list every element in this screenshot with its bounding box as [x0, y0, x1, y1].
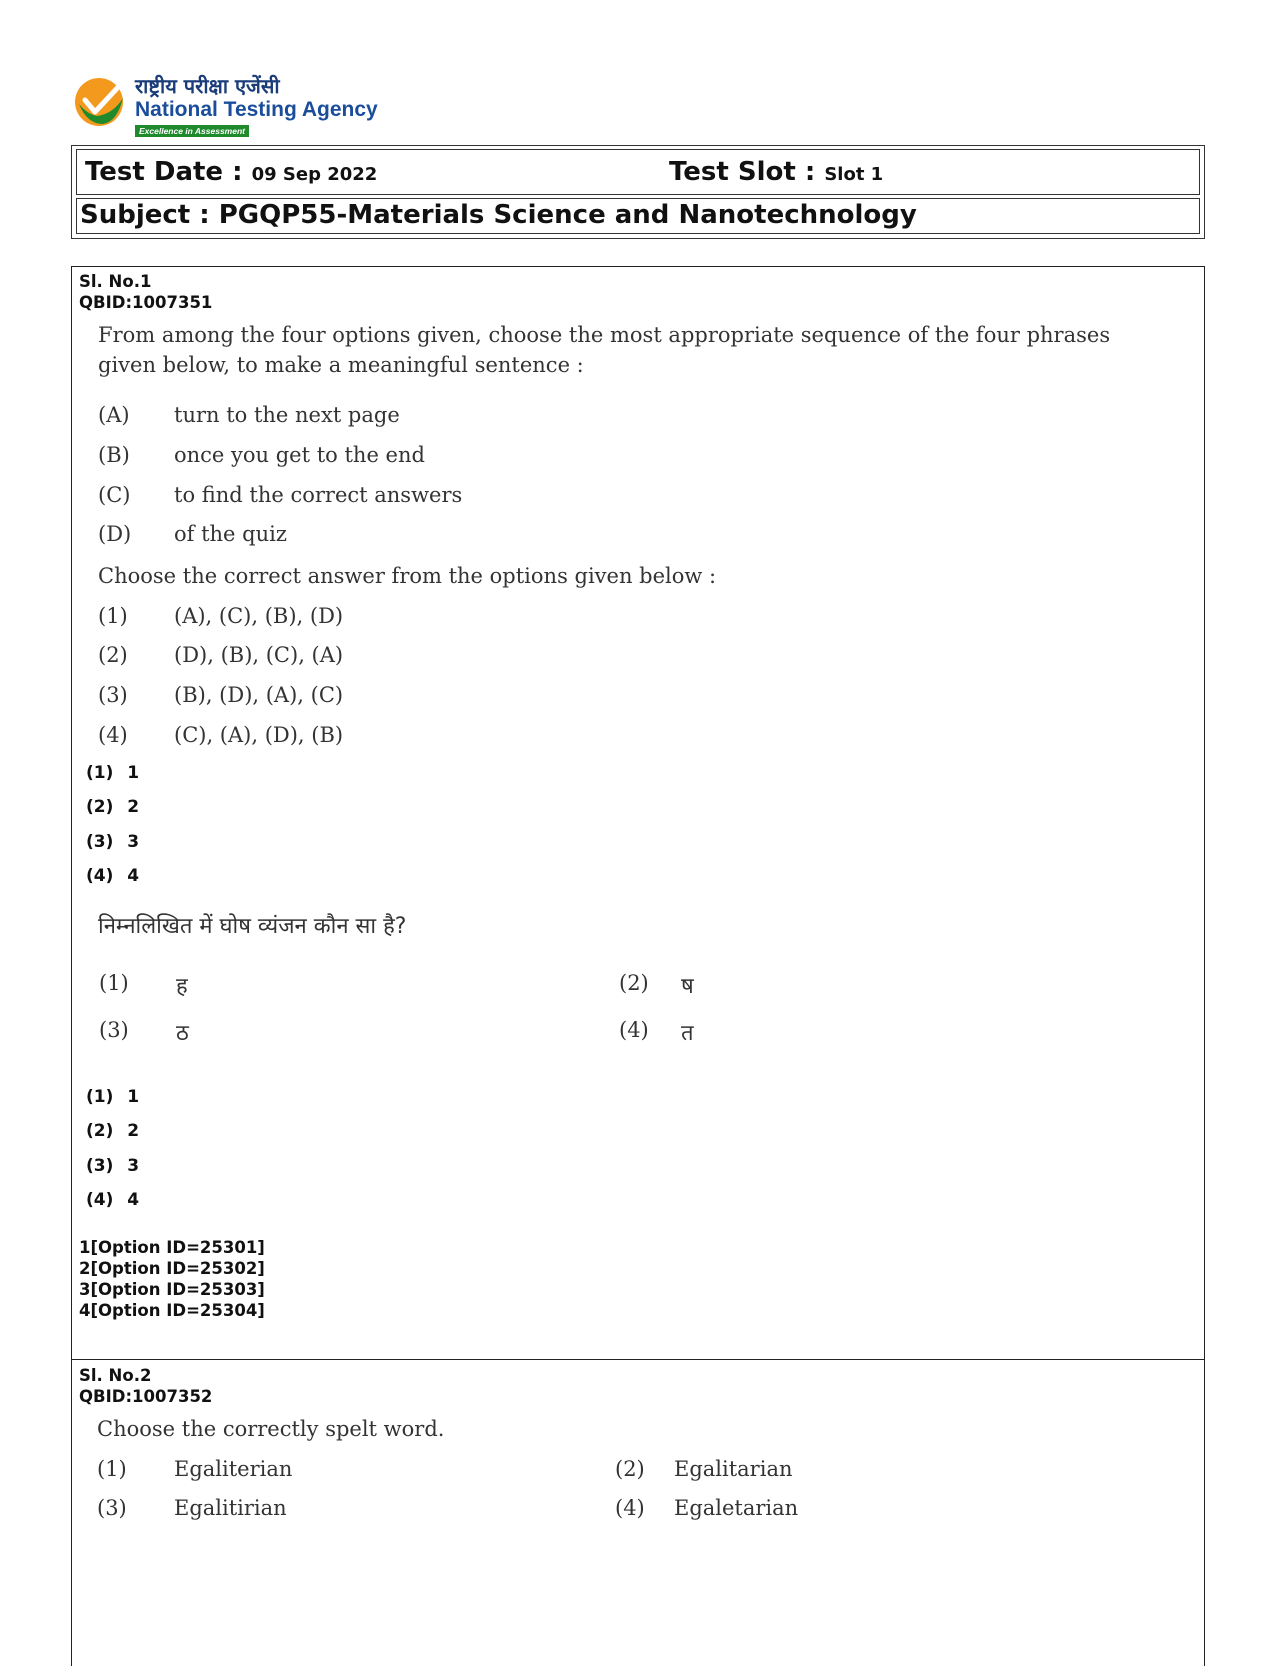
hindi-choice-key: (4)	[619, 1018, 649, 1042]
choice-key: (4)	[615, 1496, 645, 1520]
logo-tagline: Excellence in Assessment	[135, 125, 249, 137]
answer-option: (4) 4	[86, 866, 140, 886]
option-id: 4[Option ID=25304]	[79, 1301, 265, 1320]
choice-key: (2)	[98, 643, 128, 667]
test-header	[71, 145, 1205, 239]
question-1-hindi-stem: निम्नलिखित में घोष व्यंजन कौन सा है?	[98, 914, 407, 939]
question-1-meta	[79, 271, 212, 313]
hindi-choice-key: (2)	[619, 971, 649, 995]
choice-key: (1)	[98, 604, 128, 628]
answer-option: (2) 2	[86, 797, 140, 817]
question-frame	[71, 266, 1205, 1666]
phrase-text: turn to the next page	[174, 403, 400, 427]
qbid: QBID:1007352	[79, 1387, 213, 1406]
choice-key: (4)	[98, 723, 128, 747]
phrase-key: (A)	[98, 403, 130, 427]
test-date-label: Test Date :	[85, 157, 243, 187]
answer-option: (1) 1	[86, 1087, 140, 1107]
sl-no: Sl. No.1	[79, 272, 152, 291]
question-divider	[72, 1359, 1204, 1360]
hindi-choice-text: ह	[176, 974, 188, 999]
test-slot-label: Test Slot :	[669, 157, 816, 187]
choice-text: Egalitirian	[174, 1496, 287, 1520]
option-id: 3[Option ID=25303]	[79, 1280, 265, 1299]
phrase-key: (C)	[98, 483, 131, 507]
choice-key: (1)	[97, 1457, 127, 1481]
hindi-choice-text: ठ	[176, 1021, 189, 1046]
logo-hindi-name: राष्ट्रीय परीक्षा एजेंसी	[135, 74, 280, 98]
choice-text: Egalitarian	[674, 1457, 793, 1481]
answer-option: (3) 3	[86, 832, 140, 852]
phrase-key: (D)	[98, 522, 132, 546]
test-slot	[669, 157, 883, 187]
hindi-choice-text: ष	[681, 974, 694, 999]
phrase-text: of the quiz	[174, 522, 287, 546]
question-2-meta	[79, 1365, 212, 1407]
test-date-slot-box	[76, 149, 1200, 195]
subject-title: Subject : PGQP55-Materials Science and Nanotechnology	[80, 200, 917, 230]
test-slot-value: Slot 1	[824, 164, 884, 185]
question-1-stem-line1: From among the four options given, choose the most appropriate sequence of the four phrases	[98, 323, 1111, 347]
test-date	[85, 157, 377, 187]
hindi-choice-key: (3)	[99, 1018, 129, 1042]
question-2-stem: Choose the correctly spelt word.	[97, 1417, 445, 1441]
test-date-value: 09 Sep 2022	[251, 164, 378, 185]
choice-text: (A), (C), (B), (D)	[174, 604, 344, 628]
hindi-choice-text: त	[681, 1021, 694, 1046]
question-1-stem-line2: given below, to make a meaningful sentence :	[98, 353, 584, 377]
answer-option: (1) 1	[86, 763, 140, 783]
choice-text: Egaliterian	[174, 1457, 293, 1481]
choice-key: (3)	[97, 1496, 127, 1520]
option-ids	[79, 1237, 265, 1321]
choice-text: Egaletarian	[674, 1496, 799, 1520]
option-id: 2[Option ID=25302]	[79, 1259, 265, 1278]
answer-option: (3) 3	[86, 1156, 140, 1176]
option-id: 1[Option ID=25301]	[79, 1238, 265, 1257]
answer-option: (2) 2	[86, 1121, 140, 1141]
choice-key: (3)	[98, 683, 128, 707]
question-1-instruction: Choose the correct answer from the options given below :	[98, 564, 717, 588]
phrase-text: to find the correct answers	[174, 483, 463, 507]
phrase-text: once you get to the end	[174, 443, 425, 467]
sl-no: Sl. No.2	[79, 1366, 152, 1385]
phrase-key: (B)	[98, 443, 130, 467]
hindi-choice-key: (1)	[99, 971, 129, 995]
qbid: QBID:1007351	[79, 293, 213, 312]
choice-text: (B), (D), (A), (C)	[174, 683, 344, 707]
nta-logo	[73, 72, 403, 136]
choice-text: (C), (A), (D), (B)	[174, 723, 344, 747]
nta-check-icon	[73, 76, 125, 128]
answer-option: (4) 4	[86, 1190, 140, 1210]
choice-key: (2)	[615, 1457, 645, 1481]
subject-box	[76, 198, 1200, 234]
choice-text: (D), (B), (C), (A)	[174, 643, 344, 667]
logo-english-name: National Testing Agency	[135, 98, 378, 121]
